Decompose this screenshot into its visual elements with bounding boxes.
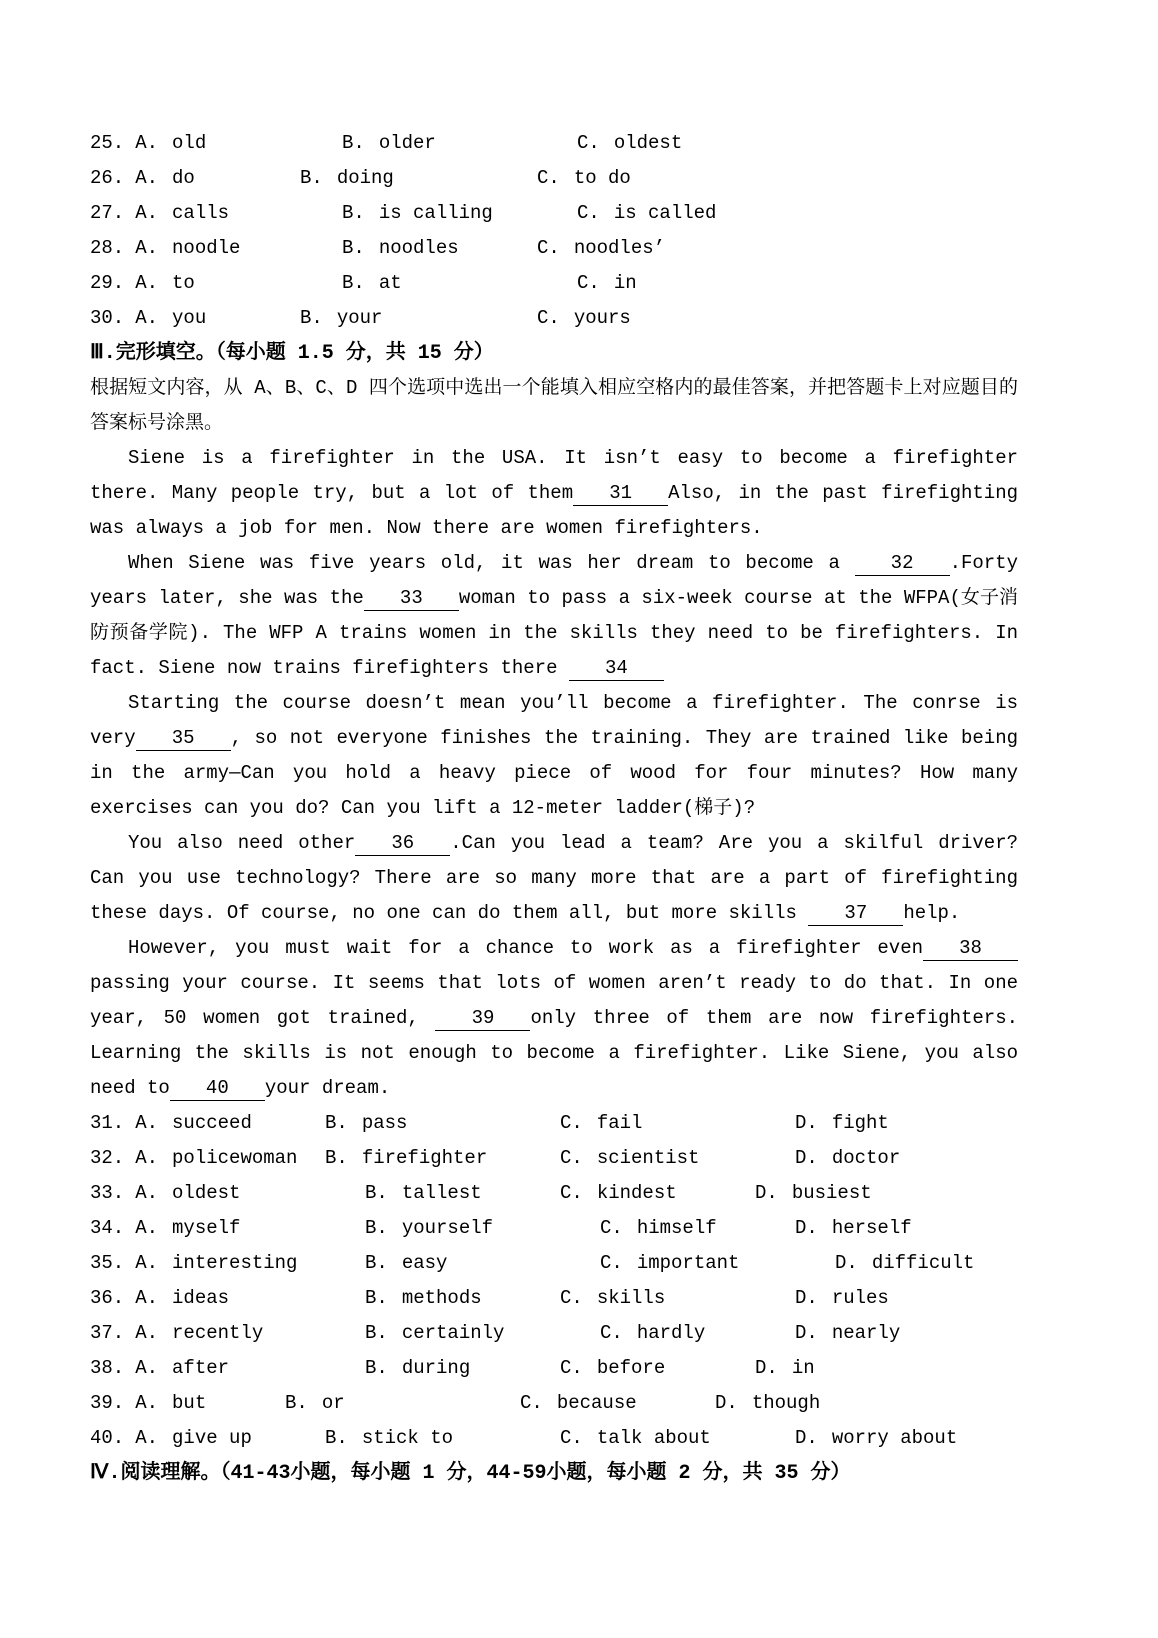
question-option (577, 126, 1018, 161)
option-text: important (636, 1252, 740, 1274)
question-row-37 (90, 1316, 1018, 1351)
question-number: 36. (90, 1287, 125, 1309)
passage-text: Starting the course doesn’t mean you’ll become a firefighter. The conrse is very (90, 692, 1018, 749)
option-text: your (336, 307, 383, 329)
question-option (365, 1316, 600, 1351)
option-letter: B. (365, 1182, 388, 1204)
question-option (537, 301, 1018, 336)
question-number: 33. (90, 1182, 125, 1204)
question-option (795, 1421, 1018, 1456)
option-text: hardly (636, 1322, 706, 1344)
option-letter: A. (135, 1427, 159, 1449)
option-text: pass (361, 1112, 408, 1134)
option-letter: D. (795, 1287, 818, 1309)
option-text: difficult (871, 1252, 975, 1274)
question-number: 27. (90, 202, 125, 224)
option-letter: C. (560, 1112, 583, 1134)
option-letter: A. (135, 202, 159, 224)
option-letter: D. (795, 1427, 818, 1449)
question-option (577, 196, 1018, 231)
question-option (560, 1141, 795, 1176)
question-option (755, 1351, 1018, 1386)
question-option (795, 1106, 1018, 1141)
cloze-blank-32: 32 (855, 551, 950, 576)
passage-paragraph-4 (90, 826, 1018, 931)
question-option (715, 1386, 1018, 1421)
question-option (537, 161, 1018, 196)
question-option (795, 1281, 1018, 1316)
option-text: do (172, 167, 195, 189)
question-option (365, 1246, 600, 1281)
option-letter: C. (537, 167, 560, 189)
option-letter: D. (715, 1392, 738, 1414)
cloze-blank-38: 38 (923, 936, 1018, 961)
question-number-and-option (90, 1211, 365, 1246)
question-row-39 (90, 1386, 1018, 1421)
option-text: oldest (172, 1182, 241, 1204)
option-text: is calling (378, 202, 493, 224)
option-letter: B. (300, 307, 323, 329)
cloze-blank-31: 31 (573, 481, 668, 506)
cloze-blank-35: 35 (136, 726, 231, 751)
option-text: skills (596, 1287, 666, 1309)
question-number-and-option (90, 196, 342, 231)
section3-instructions: 根据短文内容，从 A、B、C、D 四个选项中选出一个能填入相应空格内的最佳答案，并把答题卡上对应题目的答案标号涂黑。 (90, 377, 1018, 434)
option-text: is called (613, 202, 717, 224)
question-option (365, 1281, 560, 1316)
option-letter: A. (135, 1217, 159, 1239)
question-option (560, 1106, 795, 1141)
option-letter: B. (285, 1392, 308, 1414)
option-letter: B. (365, 1322, 388, 1344)
question-number: 31. (90, 1112, 125, 1134)
cloze-blank-39: 39 (435, 1006, 530, 1031)
option-text: scientist (596, 1147, 700, 1169)
option-letter: D. (795, 1147, 818, 1169)
section4-heading: Ⅳ.阅读理解。（41-43小题，每小题 1 分，44-59小题，每小题 2 分，共 35 分） (90, 1462, 851, 1485)
option-text: noodles (378, 237, 459, 259)
question-row-31 (90, 1106, 1018, 1141)
question-row-32 (90, 1141, 1018, 1176)
question-number: 28. (90, 237, 125, 259)
question-option (577, 266, 1018, 301)
question-option (600, 1211, 795, 1246)
question-row-38 (90, 1351, 1018, 1386)
option-letter: B. (325, 1427, 348, 1449)
option-letter: A. (135, 1112, 159, 1134)
option-letter: B. (325, 1147, 348, 1169)
question-option (795, 1141, 1018, 1176)
question-option (755, 1176, 1018, 1211)
question-number-and-option (90, 301, 300, 336)
option-letter: C. (537, 237, 560, 259)
passage-text: .Forty years later, she was the (90, 552, 1018, 609)
questions-25-30 (90, 126, 1018, 336)
option-text: calls (172, 202, 230, 224)
option-letter: B. (300, 167, 323, 189)
option-letter: A. (135, 237, 159, 259)
passage-text: woman to pass a six-week course at the WFPA(女子消防预备学院). The WFP A trains women in the skills they need to be firefighters. In fact. Siene now trains firefighters there (90, 587, 1018, 679)
option-text: but (172, 1392, 207, 1414)
option-text: kindest (596, 1182, 677, 1204)
question-option (835, 1246, 1018, 1281)
question-option (600, 1316, 795, 1351)
option-letter: D. (835, 1252, 858, 1274)
option-text: in (613, 272, 637, 294)
option-letter: A. (135, 272, 159, 294)
question-option (365, 1351, 560, 1386)
option-letter: A. (135, 307, 159, 329)
option-text: fight (831, 1112, 889, 1134)
option-text: tallest (401, 1182, 482, 1204)
question-option (560, 1281, 795, 1316)
question-number-and-option (90, 1421, 325, 1456)
cloze-blank-36: 36 (355, 831, 450, 856)
option-text: rules (831, 1287, 889, 1309)
question-number: 25. (90, 132, 125, 154)
option-text: firefighter (361, 1147, 488, 1169)
option-text: before (596, 1357, 666, 1379)
question-number-and-option (90, 1316, 365, 1351)
question-row-33 (90, 1176, 1018, 1211)
option-text: oldest (613, 132, 683, 154)
question-option (520, 1386, 715, 1421)
question-option (325, 1421, 560, 1456)
passage-text: Also, in the past firefighting was always a job for men. Now there are women firefighters. (90, 482, 1018, 539)
option-letter: B. (342, 237, 365, 259)
option-text: ideas (172, 1287, 230, 1309)
passage-text: .Can you lead a team? Are you a skilful driver? Can you use technology? There are so many more that are a part of firefighting these days. Of course, no one can do them all, but more skills (90, 832, 1019, 924)
question-option (342, 196, 577, 231)
option-text: yours (573, 307, 631, 329)
option-letter: C. (600, 1252, 623, 1274)
question-number: 39. (90, 1392, 125, 1414)
option-text: during (401, 1357, 471, 1379)
question-option (285, 1386, 520, 1421)
question-option (795, 1211, 1018, 1246)
question-row-25 (90, 126, 1018, 161)
question-number: 29. (90, 272, 125, 294)
question-option (325, 1141, 560, 1176)
option-text: give up (172, 1427, 252, 1449)
passage-paragraph-5 (90, 931, 1018, 1106)
option-letter: C. (520, 1392, 543, 1414)
option-letter: B. (342, 132, 365, 154)
question-number: 30. (90, 307, 125, 329)
option-letter: A. (135, 1182, 159, 1204)
passage-text: help. (903, 902, 961, 924)
question-number-and-option (90, 1141, 325, 1176)
option-letter: C. (560, 1182, 583, 1204)
option-letter: C. (577, 132, 600, 154)
option-text: yourself (401, 1217, 494, 1239)
question-number-and-option (90, 1281, 365, 1316)
option-text: stick to (361, 1427, 454, 1449)
option-text: himself (636, 1217, 717, 1239)
option-text: myself (172, 1217, 241, 1239)
cloze-blank-37: 37 (808, 901, 903, 926)
option-text: in (791, 1357, 815, 1379)
question-row-28 (90, 231, 1018, 266)
question-number: 37. (90, 1322, 125, 1344)
option-letter: B. (342, 272, 365, 294)
question-row-26 (90, 161, 1018, 196)
passage-text: passing your course. It seems that lots of women aren’t ready to do that. In one year, 50 women got trained, (90, 972, 1018, 1029)
option-text: at (378, 272, 402, 294)
question-option (365, 1211, 600, 1246)
question-number-and-option (90, 126, 342, 161)
question-row-27 (90, 196, 1018, 231)
question-number-and-option (90, 266, 342, 301)
question-number-and-option (90, 1106, 325, 1141)
option-letter: B. (365, 1217, 388, 1239)
option-letter: D. (795, 1217, 818, 1239)
passage-text: , so not everyone finishes the training. They are trained like being in the army—Can you hold a heavy piece of wood for four minutes? How many exercises can you do? Can you lift a 12-meter ladder(梯子)? (90, 727, 1018, 819)
question-number-and-option (90, 1246, 365, 1281)
option-text: to (172, 272, 195, 294)
option-letter: B. (365, 1287, 388, 1309)
option-text: though (751, 1392, 821, 1414)
question-option (342, 266, 577, 301)
question-option (537, 231, 1018, 266)
option-text: old (172, 132, 207, 154)
option-text: busiest (791, 1182, 872, 1204)
passage-text: You also need other (128, 832, 356, 854)
option-letter: A. (135, 1147, 159, 1169)
option-text: nearly (831, 1322, 901, 1344)
passage-text: only three of them are now firefighters. Learning the skills is not enough to become a firefighter. Like Siene, you also need to (90, 1007, 1018, 1099)
passage-paragraph-3 (90, 686, 1018, 826)
option-letter: C. (577, 202, 600, 224)
option-letter: A. (135, 132, 159, 154)
option-text: policewoman (172, 1147, 298, 1169)
question-option (365, 1176, 560, 1211)
option-text: you (172, 307, 207, 329)
question-option (600, 1246, 835, 1281)
question-option (560, 1351, 755, 1386)
option-letter: A. (135, 1287, 159, 1309)
option-letter: A. (135, 1322, 159, 1344)
cloze-blank-33: 33 (364, 586, 459, 611)
passage-text: Siene is a firefighter in the USA. It isn’t easy to become a firefighter there. Many people try, but a lot of them (90, 447, 1018, 504)
option-text: to do (573, 167, 631, 189)
cloze-blank-34: 34 (569, 656, 664, 681)
question-option (300, 301, 537, 336)
passage-text: However, you must wait for a chance to work as a firefighter even (128, 937, 923, 959)
question-row-40 (90, 1421, 1018, 1456)
passage-text: your dream. (264, 1077, 391, 1099)
question-number: 40. (90, 1427, 125, 1449)
option-letter: A. (135, 167, 159, 189)
option-letter: D. (755, 1182, 778, 1204)
question-number: 38. (90, 1357, 125, 1379)
option-text: talk about (596, 1427, 711, 1449)
question-option (342, 231, 537, 266)
question-row-35 (90, 1246, 1018, 1281)
option-text: or (321, 1392, 345, 1414)
option-text: fail (596, 1112, 643, 1134)
option-letter: B. (325, 1112, 348, 1134)
passage-text: When Siene was five years old, it was her dream to become a (128, 552, 855, 574)
option-text: succeed (172, 1112, 252, 1134)
option-text: methods (401, 1287, 482, 1309)
question-number-and-option (90, 231, 342, 266)
cloze-blank-40: 40 (170, 1076, 265, 1101)
passage-paragraph-2 (90, 546, 1018, 686)
option-letter: C. (560, 1147, 583, 1169)
question-number: 32. (90, 1147, 125, 1169)
question-option (560, 1176, 755, 1211)
option-text: because (556, 1392, 637, 1414)
question-number-and-option (90, 1386, 285, 1421)
option-text: recently (172, 1322, 264, 1344)
option-letter: C. (560, 1287, 583, 1309)
option-letter: C. (600, 1217, 623, 1239)
option-text: after (172, 1357, 230, 1379)
section3-heading: Ⅲ.完形填空。（每小题 1.5 分，共 15 分） (90, 342, 494, 365)
question-option (342, 126, 577, 161)
option-text: doing (336, 167, 394, 189)
option-text: worry about (831, 1427, 958, 1449)
question-number-and-option (90, 1176, 365, 1211)
question-row-36 (90, 1281, 1018, 1316)
option-text: noodles’ (573, 237, 666, 259)
option-text: easy (401, 1252, 448, 1274)
option-text: noodle (172, 237, 241, 259)
option-letter: B. (342, 202, 365, 224)
cloze-passage (90, 441, 1018, 1106)
option-letter: C. (560, 1427, 583, 1449)
option-letter: B. (365, 1357, 388, 1379)
question-row-29 (90, 266, 1018, 301)
option-letter: D. (795, 1322, 818, 1344)
question-number: 26. (90, 167, 125, 189)
question-number: 35. (90, 1252, 125, 1274)
passage-paragraph-1 (90, 441, 1018, 546)
option-letter: B. (365, 1252, 388, 1274)
question-option (300, 161, 537, 196)
question-number-and-option (90, 1351, 365, 1386)
option-letter: C. (600, 1322, 623, 1344)
question-option (560, 1421, 795, 1456)
question-option (795, 1316, 1018, 1351)
question-row-30 (90, 301, 1018, 336)
option-text: interesting (172, 1252, 298, 1274)
option-text: herself (831, 1217, 912, 1239)
option-letter: D. (755, 1357, 778, 1379)
option-letter: C. (577, 272, 600, 294)
option-text: certainly (401, 1322, 505, 1344)
option-letter: A. (135, 1357, 159, 1379)
option-letter: C. (560, 1357, 583, 1379)
option-text: older (378, 132, 436, 154)
question-option (325, 1106, 560, 1141)
question-number: 34. (90, 1217, 125, 1239)
option-letter: D. (795, 1112, 818, 1134)
option-letter: C. (537, 307, 560, 329)
option-letter: A. (135, 1392, 159, 1414)
option-letter: A. (135, 1252, 159, 1274)
option-text: doctor (831, 1147, 901, 1169)
question-number-and-option (90, 161, 300, 196)
questions-31-40 (90, 1106, 1018, 1456)
question-row-34 (90, 1211, 1018, 1246)
